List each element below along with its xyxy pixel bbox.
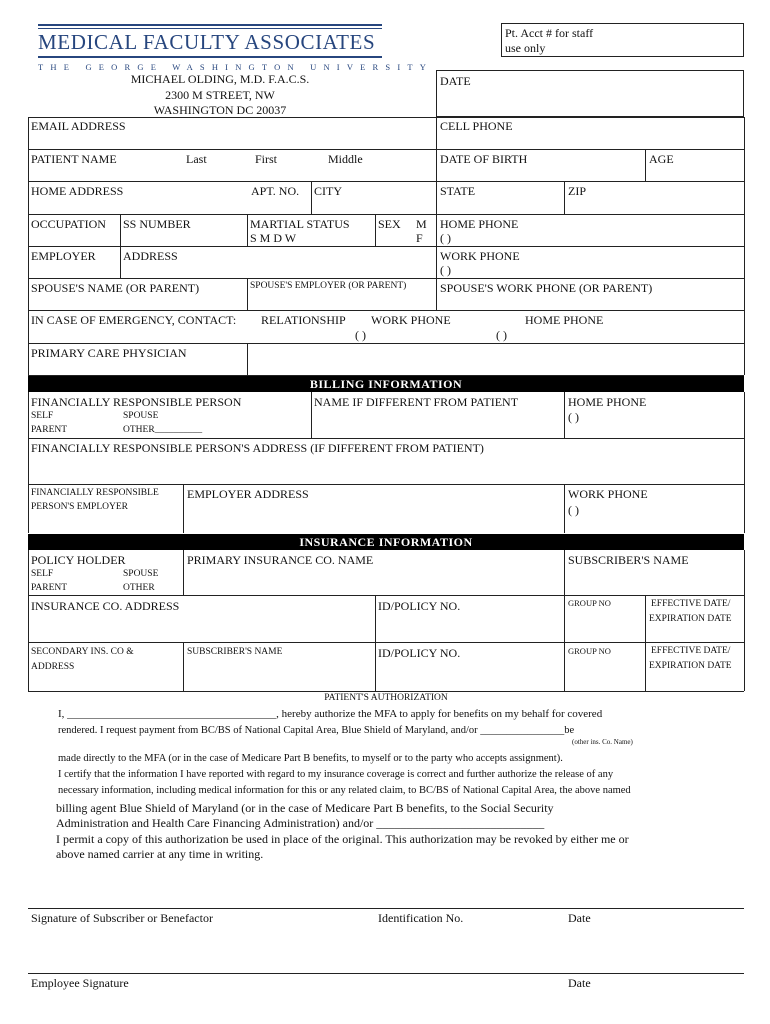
frp-label: FINANCIALLY RESPONSIBLE PERSON xyxy=(31,395,242,409)
sex-label: SEX xyxy=(378,217,401,231)
sex-m-option: M xyxy=(416,217,427,231)
frp-employer-address-label: EMPLOYER ADDRESS xyxy=(187,487,309,501)
emergency-home-phone-label: HOME PHONE xyxy=(525,313,604,327)
frp-employer-label-1: FINANCIALLY RESPONSIBLE xyxy=(31,488,159,498)
logo-subtext: THE GEORGE WASHINGTON UNIVERSITY xyxy=(38,62,434,72)
frp-address-label: FINANCIALLY RESPONSIBLE PERSON'S ADDRESS (IF DIFFERENT FROM PATIENT) xyxy=(31,441,484,455)
first-name-label: First xyxy=(255,152,278,166)
auth-line-5: necessary information, including medical information for this or any related claim, to BC/BS of National Capital Area, the above named xyxy=(58,785,631,796)
logo-text: MEDICAL FACULTY ASSOCIATES xyxy=(38,30,376,54)
ph-parent-option: PARENT xyxy=(31,583,68,593)
auth-line-1: I, ______________________________________, hereby authorize the MFA to apply for benefits on my behalf for covered xyxy=(58,708,603,720)
auth-line-3: made directly to the MFA (or in the case of Medicare Part B benefits, to myself or to the party who accepts assignment). xyxy=(58,753,563,764)
middle-name-label: Middle xyxy=(328,152,363,166)
auth-other-ins-note: (other ins. Co. Name) xyxy=(572,738,633,746)
name-if-different-label: NAME IF DIFFERENT FROM PATIENT xyxy=(314,395,519,409)
frp-spouse-option: SPOUSE xyxy=(123,411,159,421)
billing-home-phone-label: HOME PHONE xyxy=(568,395,647,409)
work-phone-label: WORK PHONE xyxy=(440,249,520,263)
marital-status-label: MARTIAL STATUS xyxy=(250,217,350,231)
expiration-date-label: EXPIRATION DATE xyxy=(649,614,732,624)
emergency-work-phone-area: ( ) xyxy=(355,328,366,342)
authorization-title: PATIENT'S AUTHORIZATION xyxy=(324,693,448,703)
emergency-work-phone-label: WORK PHONE xyxy=(371,313,451,327)
secondary-group-no-label: GROUP NO xyxy=(568,646,611,656)
secondary-subscriber-label: SUBSCRIBER'S NAME xyxy=(187,647,283,657)
frp-other-option: OTHER__________ xyxy=(123,425,203,435)
doctor-name: MICHAEL OLDING, M.D. F.A.C.S. xyxy=(130,72,310,86)
effective-date-label: EFFECTIVE DATE/ xyxy=(651,599,731,609)
staff-box-label-1: Pt. Acct # for staff xyxy=(505,26,594,40)
policy-holder-label: POLICY HOLDER xyxy=(31,553,126,567)
secondary-effective-date-label: EFFECTIVE DATE/ xyxy=(651,646,731,656)
emergency-contact-label: IN CASE OF EMERGENCY, CONTACT: xyxy=(31,313,237,327)
staff-account-box[interactable] xyxy=(501,23,744,57)
frp-self-option: SELF xyxy=(31,411,54,421)
last-name-label: Last xyxy=(186,152,207,166)
billing-work-phone-area: ( ) xyxy=(568,503,579,517)
ssn-label: SS NUMBER xyxy=(123,217,191,231)
home-phone-area: ( ) xyxy=(440,231,451,245)
ph-spouse-option: SPOUSE xyxy=(123,569,159,579)
pcp-label: PRIMARY CARE PHYSICIAN xyxy=(31,346,187,360)
emergency-home-phone-area: ( ) xyxy=(496,328,507,342)
frp-employer-label-2: PERSON'S EMPLOYER xyxy=(31,502,128,512)
ph-other-option: OTHER xyxy=(123,583,155,593)
auth-line-4: I certify that the information I have reported with regard to my insurance coverage is correct and further authorize the release of any xyxy=(58,769,614,780)
auth-line-8: I permit a copy of this authorization be used in place of the original. This authorization may be revoked by either me or xyxy=(56,832,629,846)
subscriber-name-label: SUBSCRIBER'S NAME xyxy=(568,553,689,567)
spouse-work-phone-label: SPOUSE'S WORK PHONE (OR PARENT) xyxy=(440,281,653,295)
subscriber-signature-label: Signature of Subscriber or Benefactor xyxy=(31,911,213,925)
auth-line-6: billing agent Blue Shield of Maryland (or in the case of Medicare Part B benefits, to the Social Security xyxy=(56,801,554,815)
billing-home-phone-area: ( ) xyxy=(568,410,579,424)
billing-work-phone-label: WORK PHONE xyxy=(568,487,648,501)
employer-label: EMPLOYER xyxy=(31,249,96,263)
patient-name-label: PATIENT NAME xyxy=(31,152,117,166)
employee-signature-line[interactable] xyxy=(28,973,744,974)
sex-f-option: F xyxy=(416,231,423,245)
date-field[interactable] xyxy=(436,70,744,117)
email-label: EMAIL ADDRESS xyxy=(31,119,126,133)
secondary-expiration-date-label: EXPIRATION DATE xyxy=(649,661,732,671)
subscriber-signature-line[interactable] xyxy=(28,908,744,909)
employer-address-label: ADDRESS xyxy=(123,249,178,263)
street-address: 2300 M STREET, NW xyxy=(165,88,275,102)
apt-no-label: APT. NO. xyxy=(251,184,300,198)
work-phone-area: ( ) xyxy=(440,263,451,277)
billing-header: BILLING INFORMATION xyxy=(28,376,744,392)
age-label: AGE xyxy=(649,152,674,166)
employee-date-label: Date xyxy=(568,976,591,990)
spouse-name-label: SPOUSE'S NAME (OR PARENT) xyxy=(31,281,200,295)
city-label: CITY xyxy=(314,184,342,198)
employee-signature-label: Employee Signature xyxy=(31,976,129,990)
identification-no-label: Identification No. xyxy=(378,911,464,925)
cell-phone-label: CELL PHONE xyxy=(440,119,513,133)
secondary-ins-label-2: ADDRESS xyxy=(31,662,75,672)
ins-address-label: INSURANCE CO. ADDRESS xyxy=(31,599,180,613)
staff-box-label-2: use only xyxy=(505,41,546,55)
dob-label: DATE OF BIRTH xyxy=(440,152,528,166)
group-no-label: GROUP NO xyxy=(568,598,611,608)
date-label: DATE xyxy=(440,74,471,88)
signature-date-label: Date xyxy=(568,911,591,925)
state-label: STATE xyxy=(440,184,476,198)
secondary-id-policy-label: ID/POLICY NO. xyxy=(378,646,461,660)
secondary-ins-label-1: SECONDARY INS. CO & xyxy=(31,647,134,657)
spouse-employer-label: SPOUSE'S EMPLOYER (OR PARENT) xyxy=(250,281,407,291)
ph-self-option: SELF xyxy=(31,569,54,579)
zip-label: ZIP xyxy=(568,184,586,198)
occupation-label: OCCUPATION xyxy=(31,217,106,231)
frp-parent-option: PARENT xyxy=(31,425,68,435)
id-policy-label: ID/POLICY NO. xyxy=(378,599,461,613)
city-address: WASHINGTON DC 20037 xyxy=(153,103,287,117)
auth-line-2: rendered. I request payment from BC/BS of National Capital Area, Blue Shield of Maryland, and/or ________________be xyxy=(58,725,575,736)
insurance-header: INSURANCE INFORMATION xyxy=(28,534,744,550)
home-phone-label: HOME PHONE xyxy=(440,217,519,231)
marital-options: S M D W xyxy=(250,231,297,245)
home-address-label: HOME ADDRESS xyxy=(31,184,124,198)
relationship-label: RELATIONSHIP xyxy=(261,313,346,327)
auth-line-7: Administration and Health Care Financing Administration) and/or ____________________________ xyxy=(56,816,545,830)
auth-line-9: above named carrier at any time in writing. xyxy=(56,847,264,861)
primary-ins-name-label: PRIMARY INSURANCE CO. NAME xyxy=(187,553,374,567)
